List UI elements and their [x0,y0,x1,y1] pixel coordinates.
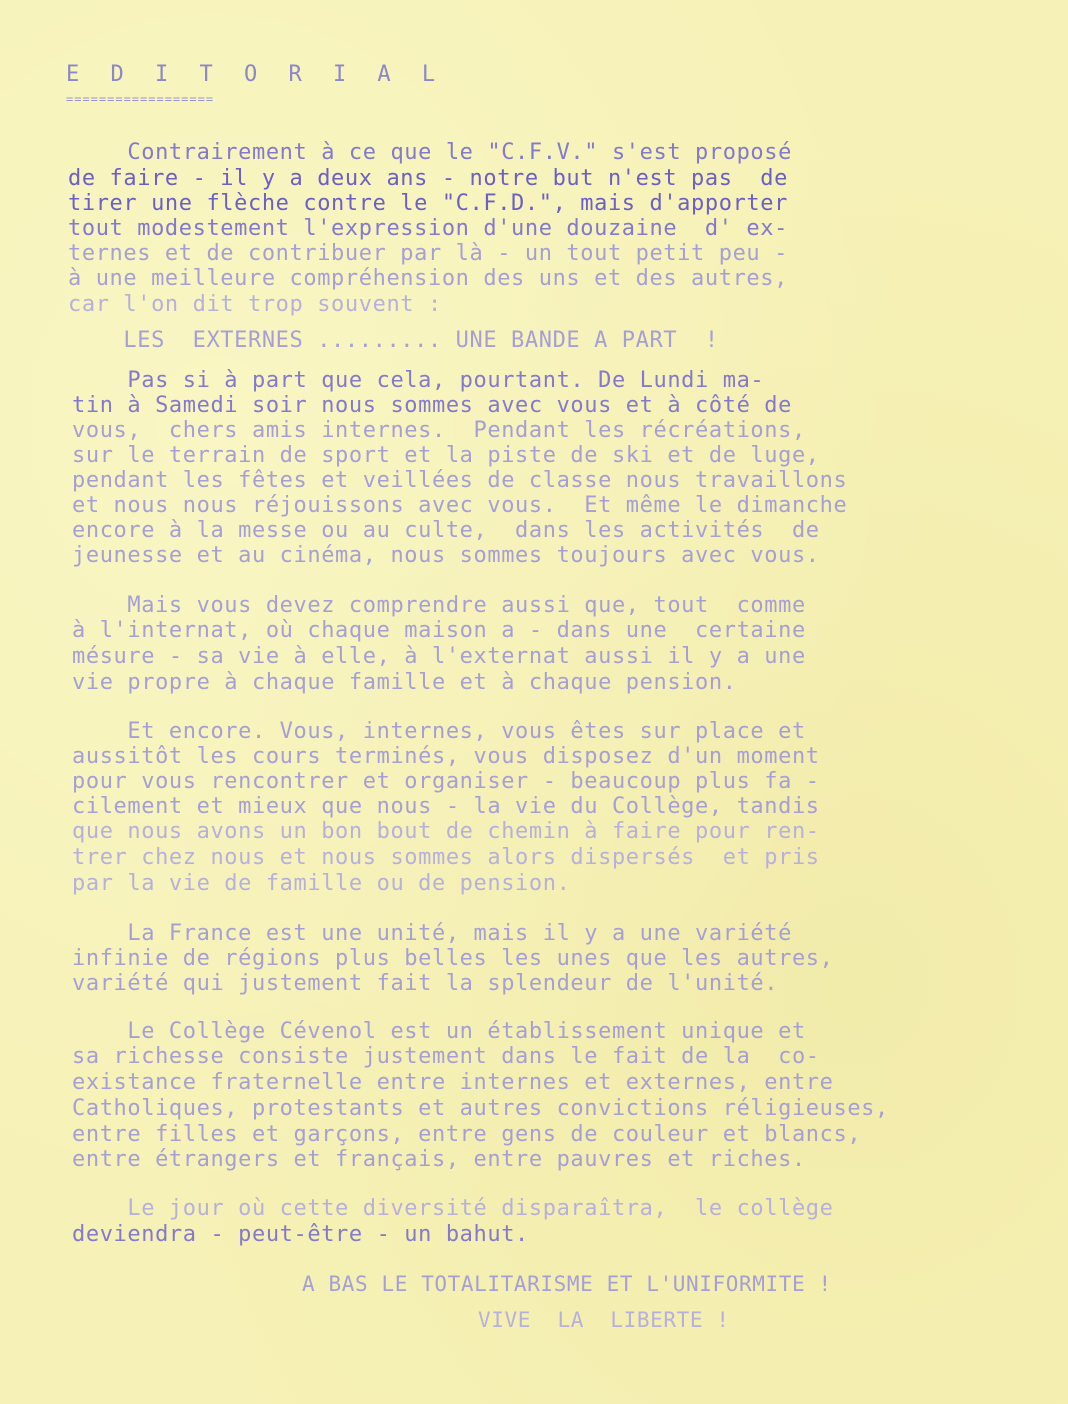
text-line: Pas si à part que cela, pourtant. De Lundi ma- [72,368,765,393]
text-line: vie propre à chaque famille et à chaque pension. [72,670,737,695]
text-line: car l'on dit trop souvent : [68,292,442,317]
text-line: existance fraternelle entre internes et externes, entre [72,1070,834,1095]
text-line: Le Collège Cévenol est un établissement unique et [72,1019,806,1044]
text-line: infinie de régions plus belles les unes que les autres, [72,946,834,971]
text-line: entre filles et garçons, entre gens de couleur et blancs, [72,1122,862,1147]
text-line: sur le terrain de sport et la piste de ski et de luge, [72,443,820,468]
text-line: pour vous rencontrer et organiser - beaucoup plus fa - [72,769,820,794]
slogan-line: LES EXTERNES ......... UNE BANDE A PART ! [68,328,719,353]
closing-slogan: A BAS LE TOTALITARISME ET L'UNIFORMITE ! [302,1272,832,1296]
title-underline: ================== [66,92,215,106]
text-line: cilement et mieux que nous - la vie du Collège, tandis [72,794,820,819]
closing-slogan: VIVE LA LIBERTE ! [478,1308,730,1332]
text-line: tirer une flèche contre le "C.F.D.", mais d'apporter [68,191,788,216]
text-line: Mais vous devez comprendre aussi que, tout comme [72,593,806,618]
text-line: tout modestement l'expression d'une douzaine d' ex- [68,216,788,241]
text-line: vous, chers amis internes. Pendant les récréations, [72,418,806,443]
text-line: encore à la messe ou au culte, dans les activités de [72,518,820,543]
text-line: aussitôt les cours terminés, vous disposez d'un moment [72,744,820,769]
text-line: trer chez nous et nous sommes alors dispersés et pris [72,845,820,870]
text-line: deviendra - peut-être - un bahut. [72,1222,529,1247]
text-line: pendant les fêtes et veillées de classe nous travaillons [72,468,848,493]
text-line: variété qui justement fait la splendeur de l'unité. [72,971,779,996]
text-line: à l'internat, où chaque maison a - dans une certaine [72,618,806,643]
page-title: E D I T O R I A L [66,62,445,87]
text-line: tin à Samedi soir nous sommes avec vous et à côté de [72,393,792,418]
text-line: Contrairement à ce que le "C.F.V." s'est proposé [72,140,792,165]
text-line: que nous avons un bon bout de chemin à faire pour ren- [72,819,820,844]
text-line: jeunesse et au cinéma, nous sommes toujours avec vous. [72,543,820,568]
text-line: à une meilleure compréhension des uns et des autres, [68,266,788,291]
text-line: Et encore. Vous, internes, vous êtes sur place et [72,719,806,744]
text-line: de faire - il y a deux ans - notre but n'est pas de [68,166,788,191]
text-line: Le jour où cette diversité disparaîtra, le collège [72,1196,834,1221]
text-line: ternes et de contribuer par là - un tout petit peu - [68,241,788,266]
text-line: par la vie de famille ou de pension. [72,871,571,896]
text-line: entre étrangers et français, entre pauvres et riches. [72,1147,806,1172]
text-line: Catholiques, protestants et autres convictions réligieuses, [72,1096,889,1121]
text-line: sa richesse consiste justement dans le fait de la co- [72,1044,820,1069]
text-line: et nous nous réjouissons avec vous. Et même le dimanche [72,493,848,518]
text-line: La France est une unité, mais il y a une variété [72,921,792,946]
text-line: mésure - sa vie à elle, à l'externat aussi il y a une [72,644,806,669]
